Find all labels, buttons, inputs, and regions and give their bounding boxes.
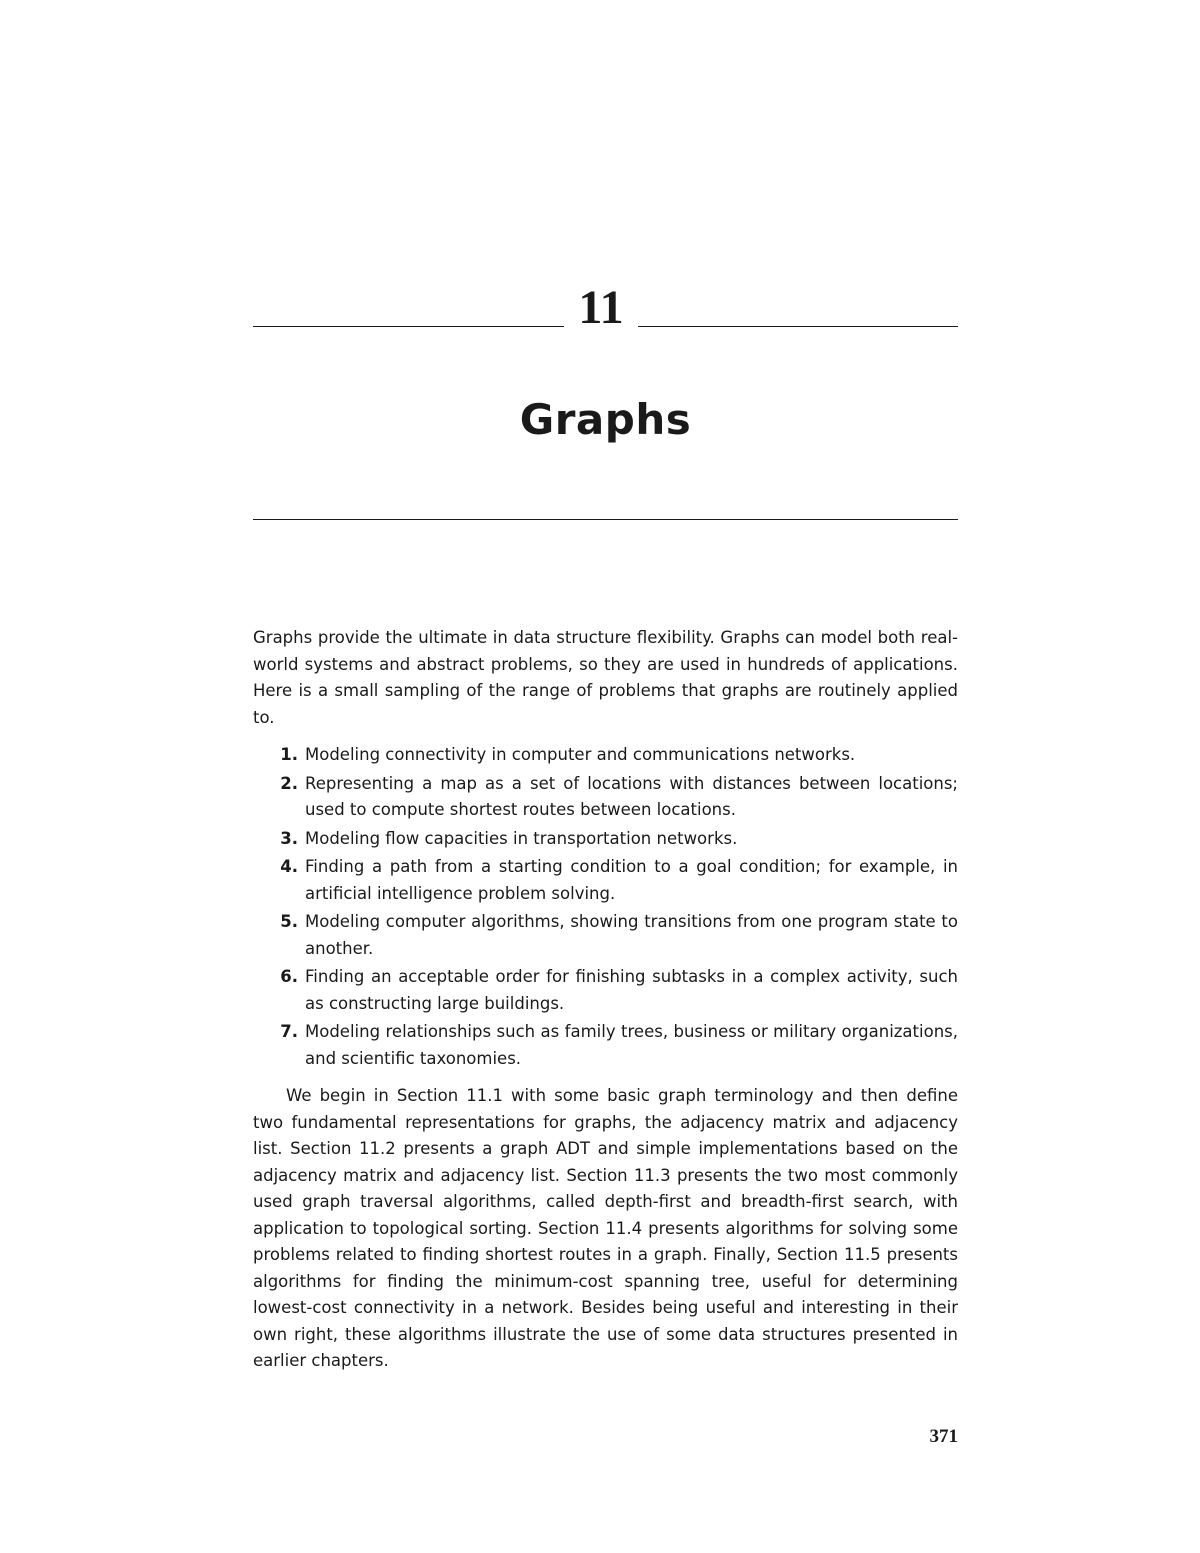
intro-paragraph: Graphs provide the ultimate in data structure flexibility. Graphs can model both real-world systems and abstract problems, so they are used in hundreds of applications. Here is a small sampling of the range of problems that graphs are routinely applied to. — [253, 628, 958, 727]
list-item-text: Modeling connectivity in computer and communications networks. — [305, 745, 856, 764]
chapter-header — [253, 282, 958, 332]
list-item-text: Finding an acceptable order for finishing subtasks in a complex activity, such as constructing large buildings. — [305, 967, 958, 1013]
applications-list — [253, 742, 958, 1072]
list-item — [253, 826, 958, 853]
list-item — [253, 909, 958, 962]
list-item-number: 4. — [280, 857, 298, 876]
chapter-rule-left — [253, 326, 564, 327]
list-item-text: Representing a map as a set of locations with distances between locations; used to compute shortest routes between locations. — [305, 773, 958, 819]
overview-paragraph: We begin in Section 11.1 with some basic graph terminology and then define two fundamental representations for graphs, the adjacency matrix and adjacency list. Section 11.2 presents a graph ADT and simple implementations based on the adjacency matrix and adjacency list. Section 11.3 presents the two most commonly used graph traversal algorithms, called depth-first and breadth-first search, with application to topological sorting. Section 11.4 presents algorithms for solving some problems related to finding shortest routes in a graph. Finally, Section 11.5 presents algorithms for finding the minimum-cost spanning tree, useful for determining lowest-cost connectivity in a network. Besides being useful and interesting in their own right, these algorithms illustrate the use of some data structures presented in earlier chapters. — [253, 1086, 958, 1370]
body-text — [253, 625, 958, 1375]
list-item-number: 6. — [280, 967, 298, 986]
list-item-text: Finding a path from a starting condition to a goal condition; for example, in artificial intelligence problem solving. — [305, 857, 958, 903]
list-item — [253, 854, 958, 907]
list-item — [253, 742, 958, 769]
list-item-number: 7. — [280, 1022, 298, 1041]
list-item-number: 5. — [280, 912, 298, 931]
list-item — [253, 1019, 958, 1072]
list-item-number: 2. — [280, 773, 298, 793]
chapter-number: 11 — [578, 281, 624, 334]
list-item-number: 1. — [280, 745, 298, 764]
list-item-text: Modeling flow capacities in transportation networks. — [305, 828, 738, 848]
page-number: 371 — [929, 1426, 958, 1447]
list-item-number: 3. — [280, 828, 298, 848]
list-item — [253, 771, 958, 824]
list-item-text: Modeling computer algorithms, showing transitions from one program state to another. — [305, 912, 958, 958]
list-item-text: Modeling relationships such as family trees, business or military organizations, and scientific taxonomies. — [305, 1022, 958, 1068]
list-item — [253, 964, 958, 1017]
chapter-rule-right — [638, 326, 958, 327]
title-rule — [253, 519, 958, 520]
chapter-title: Graphs — [519, 395, 692, 444]
